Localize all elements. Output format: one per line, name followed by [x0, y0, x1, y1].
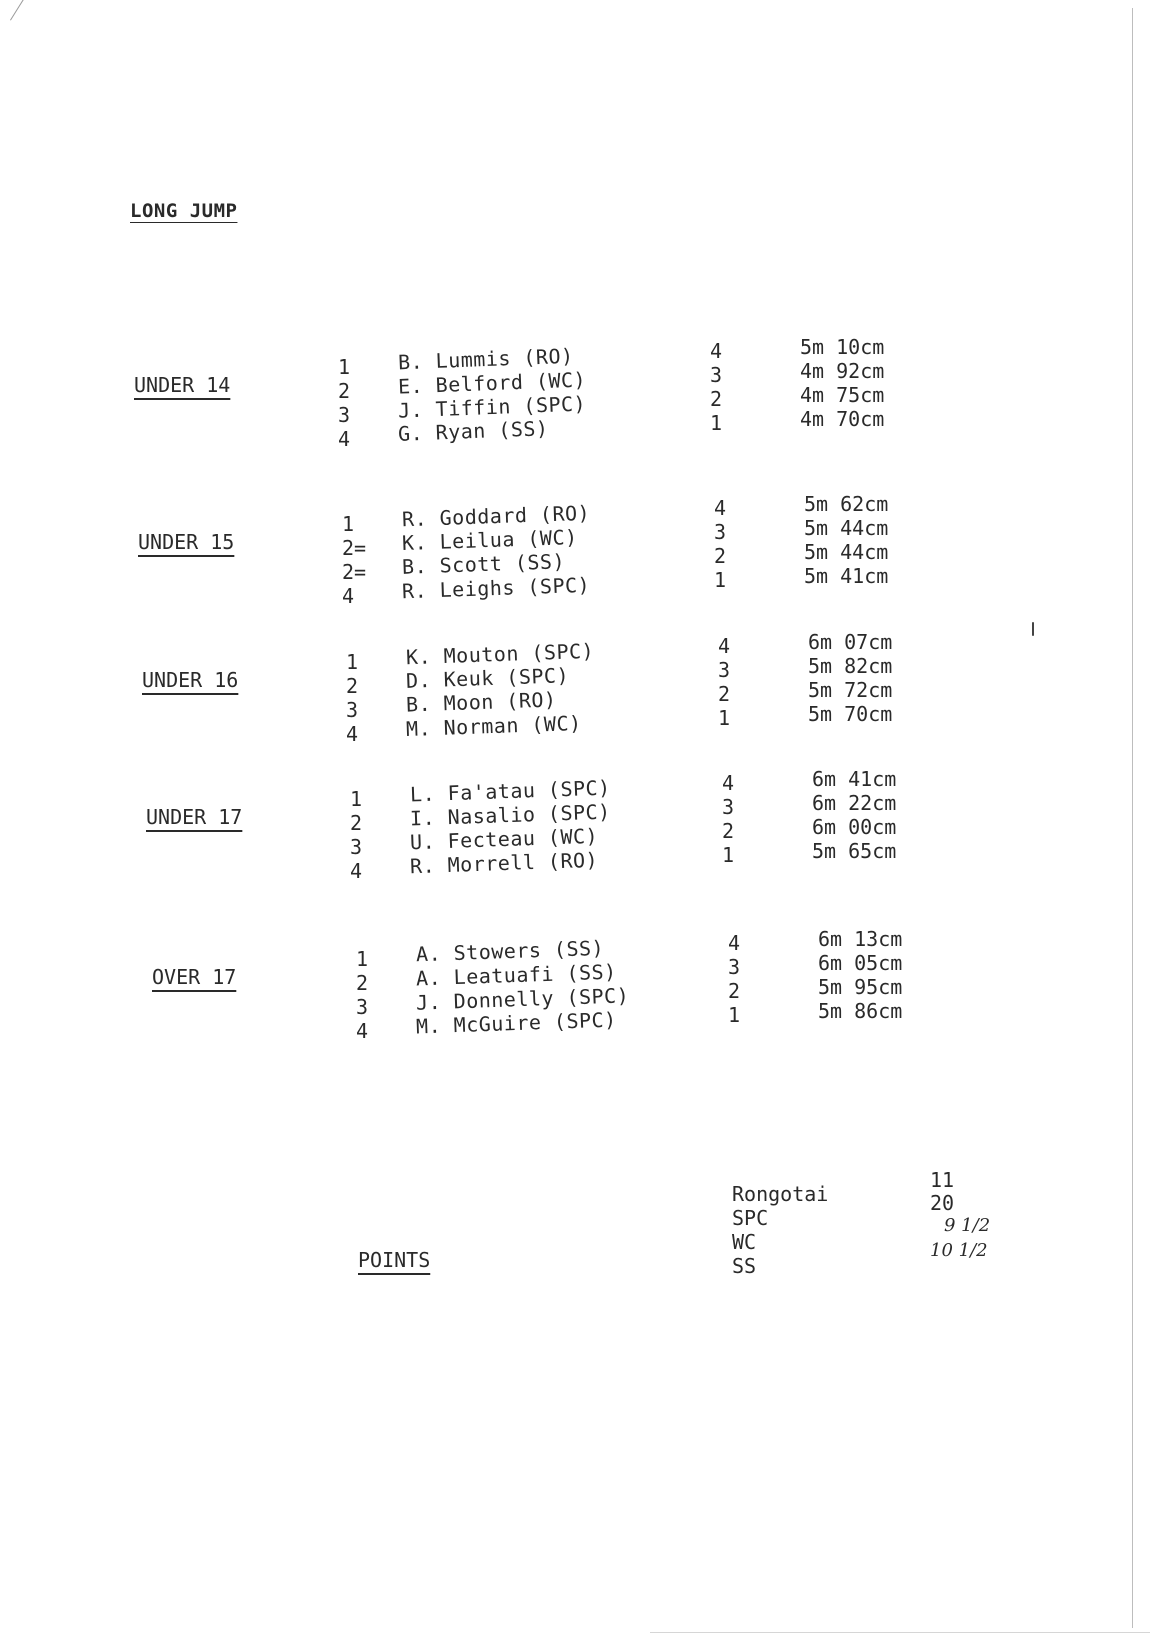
athlete-name: A. Leatuafi (SS)	[415, 959, 618, 991]
place-cell: 2	[356, 971, 369, 995]
distance-cell: 5m 95cm	[818, 975, 903, 999]
age-group-label: UNDER 16	[142, 668, 239, 692]
age-group-label: UNDER 17	[146, 805, 243, 829]
distance-cell: 6m 07cm	[808, 630, 893, 654]
place-cell: 4	[350, 859, 363, 883]
place-cell: 2	[346, 674, 359, 698]
place-cell: 2=	[342, 560, 367, 584]
place-cell: 4	[356, 1019, 369, 1043]
distance-cell: 6m 05cm	[818, 951, 903, 975]
distance-cell: 4m 92cm	[800, 359, 885, 383]
athlete-name: J. Donnelly (SPC)	[415, 983, 630, 1015]
points-cell: 2	[722, 819, 735, 843]
team-name: WC	[732, 1230, 757, 1254]
team-name: SPC	[732, 1206, 769, 1230]
team-total: 11	[930, 1168, 955, 1192]
athlete-name: D. Keuk (SPC)	[405, 663, 570, 693]
place-cell: 3	[356, 995, 369, 1019]
place-cell: 1	[342, 512, 355, 536]
place-cell: 1	[338, 355, 351, 379]
points-label: POINTS	[358, 1248, 431, 1272]
athlete-name: M. McGuire (SPC)	[415, 1007, 618, 1039]
place-cell: 1	[350, 787, 363, 811]
place-cell: 4	[338, 427, 351, 451]
distance-cell: 5m 65cm	[812, 839, 897, 863]
distance-cell: 5m 41cm	[804, 564, 889, 588]
place-cell: 4	[346, 722, 359, 746]
place-cell: 1	[356, 947, 369, 971]
points-cell: 2	[710, 387, 723, 411]
team-total: 10 1/2	[930, 1240, 988, 1261]
age-group	[134, 335, 914, 455]
team-total: 20	[930, 1191, 955, 1215]
athlete-name: A. Stowers (SS)	[415, 935, 605, 967]
age-group	[138, 492, 918, 612]
points-cell: 1	[722, 843, 735, 867]
points-cell: 3	[722, 795, 735, 819]
distance-cell: 5m 70cm	[808, 702, 893, 726]
team-name: Rongotai	[732, 1182, 829, 1206]
place-cell: 2=	[342, 536, 367, 560]
place-cell: 3	[346, 698, 359, 722]
points-cell: 2	[718, 682, 731, 706]
distance-cell: 6m 22cm	[812, 791, 897, 815]
age-group	[146, 767, 926, 887]
distance-cell: 5m 82cm	[808, 654, 893, 678]
place-cell: 4	[342, 584, 355, 608]
athlete-name: B. Lummis (RO)	[397, 343, 574, 375]
age-group	[142, 630, 922, 750]
points-cell: 4	[728, 931, 741, 955]
page-edge-line	[1132, 8, 1133, 1628]
athlete-name: K. Leilua (WC)	[401, 524, 578, 556]
page-title: LONG JUMP	[130, 200, 238, 222]
distance-cell: 6m 00cm	[812, 815, 897, 839]
points-cell: 3	[710, 363, 723, 387]
distance-cell: 6m 41cm	[812, 767, 897, 791]
points-cell: 2	[714, 544, 727, 568]
distance-cell: 5m 86cm	[818, 999, 903, 1023]
athlete-name: I. Nasalio (SPC)	[409, 799, 612, 831]
distance-cell: 4m 70cm	[800, 407, 885, 431]
athlete-name: B. Moon (RO)	[405, 687, 557, 717]
athlete-name: K. Mouton (SPC)	[405, 638, 595, 670]
place-cell: 3	[338, 403, 351, 427]
points-cell: 1	[728, 1003, 741, 1027]
points-cell: 4	[722, 771, 735, 795]
athlete-name: M. Norman (WC)	[405, 710, 582, 742]
distance-cell: 5m 44cm	[804, 516, 889, 540]
distance-cell: 5m 62cm	[804, 492, 889, 516]
team-name: SS	[732, 1254, 757, 1278]
age-group	[152, 927, 932, 1047]
margin-mark	[1032, 622, 1034, 636]
points-cell: 1	[714, 568, 727, 592]
distance-cell: 6m 13cm	[818, 927, 903, 951]
points-cell: 1	[718, 706, 731, 730]
page-bottom-line	[650, 1632, 1150, 1633]
age-group-label: UNDER 15	[138, 530, 235, 554]
place-cell: 1	[346, 650, 359, 674]
athlete-name: R. Leighs (SPC)	[401, 572, 591, 604]
distance-cell: 5m 44cm	[804, 540, 889, 564]
athlete-name: L. Fa'atau (SPC)	[409, 775, 612, 807]
points-cell: 4	[714, 496, 727, 520]
place-cell: 2	[338, 379, 351, 403]
corner-scan-mark	[10, 0, 43, 21]
distance-cell: 5m 72cm	[808, 678, 893, 702]
points-cell: 1	[710, 411, 723, 435]
points-cell: 4	[718, 634, 731, 658]
points-cell: 4	[710, 339, 723, 363]
athlete-name: B. Scott (SS)	[401, 549, 566, 579]
place-cell: 3	[350, 835, 363, 859]
points-cell: 3	[728, 955, 741, 979]
points-cell: 3	[714, 520, 727, 544]
distance-cell: 4m 75cm	[800, 383, 885, 407]
age-group-label: UNDER 14	[134, 373, 231, 397]
athlete-name: U. Fecteau (WC)	[409, 823, 599, 855]
points-cell: 3	[718, 658, 731, 682]
athlete-name: G. Ryan (SS)	[397, 416, 549, 446]
athlete-name: R. Morrell (RO)	[409, 847, 599, 879]
points-cell: 2	[728, 979, 741, 1003]
team-total: 9 1/2	[944, 1215, 991, 1236]
athlete-name: J. Tiffin (SPC)	[397, 391, 587, 423]
distance-cell: 5m 10cm	[800, 335, 885, 359]
athlete-name: R. Goddard (RO)	[401, 500, 591, 532]
athlete-name: E. Belford (WC)	[397, 367, 587, 399]
age-group-label: OVER 17	[152, 965, 237, 989]
place-cell: 2	[350, 811, 363, 835]
